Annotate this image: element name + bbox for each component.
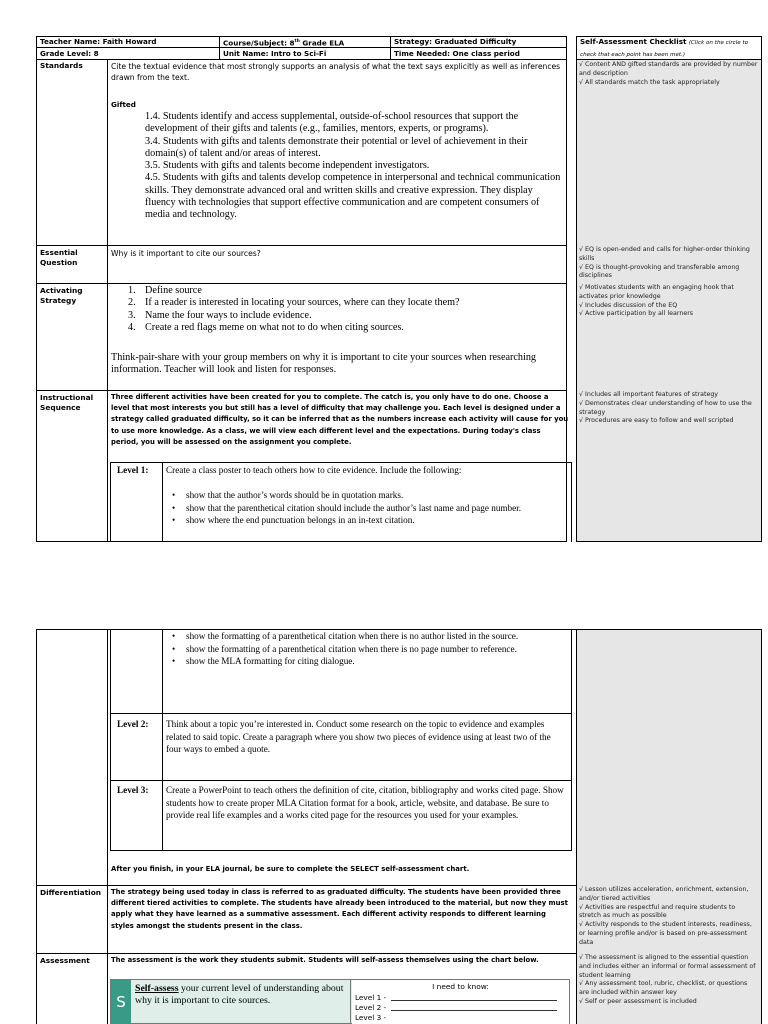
level-1-bullets-a <box>166 489 566 527</box>
level-2-text: Think about a topic you’re interested in. Conduct some research on the topic to evidence and examples related to said topic. Create a paragraph where you show two pieces of evidence using at least two of the four ways to embed a quote. <box>166 719 551 755</box>
level-line-1[interactable]: Level 1 - <box>355 993 565 1003</box>
checklist-item[interactable]: √ Content AND gifted standards are provided by number and description <box>579 61 758 77</box>
instructional-checklist <box>579 391 759 426</box>
unit-name: Unit Name: Intro to Sci-Fi <box>223 49 327 58</box>
activating-item-1: 1. Define source <box>128 285 202 296</box>
self-assess-prompt: Self-assess your current level of understanding about why it is important to cite sources. <box>135 983 344 1006</box>
activating-checklist <box>579 284 759 319</box>
checklist-item[interactable]: √ Procedures are easy to follow and well scripted <box>579 417 734 425</box>
level-3-text: Create a PowerPoint to teach others the definition of cite, citation, bibliography and works cited page. Show students how to create proper MLA Citation format for a book, article, website, and database. Be sure to provide real life examples and a works cited page for the resources you used for your examples. <box>166 785 564 821</box>
need-to-know-levels <box>355 993 565 1024</box>
think-pair-share: Think-pair-share with your group members on why it is important to cite your sources when researching information. Teacher will look and listen for responses. <box>111 352 537 376</box>
strategy: Strategy: Graduated Difficulty <box>394 37 517 46</box>
checklist-item[interactable]: √ Demonstrates clear understanding of how to use the strategy <box>579 399 752 416</box>
checklist-item[interactable]: √ Includes discussion of the EQ <box>579 301 678 309</box>
level-line-3[interactable]: Level 3 - <box>355 1013 387 1023</box>
list-item: • show where the end punctuation belongs in an in-text citation. <box>166 514 566 527</box>
instructional-intro: Three different activities have been created for you to complete. The catch is, you only have to do one. Choose a level that most interests you but still has a level of difficulty that may challenge you. Each level is designed under a strategy called graduated difficulty, so it can be inferred that as the numbers increase each activity will cause for you to use more knowledge. As a class, we will view each different level and the expectations. During today's class period, you will be assessed on the assignment you complete. <box>111 393 569 446</box>
differentiation-label: Differentiation <box>40 888 102 897</box>
checklist-item[interactable]: √ Includes all important features of strategy <box>579 391 719 398</box>
list-item: • show that the parenthetical citation should include the author’s last name and page number. <box>166 502 566 515</box>
assessment-checklist <box>579 954 759 1007</box>
essential-checklist <box>579 246 759 281</box>
gifted-standard-3-5: 3.5. Students with gifts and talents become independent investigators. <box>145 160 430 172</box>
gifted-standards <box>145 111 563 222</box>
differentiation-text: The strategy being used today in class is referred to as graduated difficulty. The students have been provided three different tiered activities to complete. The students have already been introduced to the material, but now they must apply what they have learned as a summative assessment. Each different activity responds to different learning styles amongst the students present in the class. <box>111 888 568 930</box>
checklist-item[interactable]: √ EQ is thought-provoking and transferable among disciplines <box>579 263 740 280</box>
checklist-item[interactable]: √ Active participation by all learners <box>579 310 694 318</box>
standards-checklist <box>579 61 759 87</box>
checklist-item[interactable]: √ Self or peer assessment is included <box>579 997 697 1005</box>
activating-strategy-label: Activating Strategy <box>40 286 83 305</box>
essential-question-text: Why is it important to cite our sources? <box>111 249 261 258</box>
list-item: • show the formatting of a parenthetical citation when there is no page number to reference. <box>166 643 566 656</box>
select-letter-s: S <box>111 980 131 1024</box>
essential-question-label: Essential Question <box>40 248 78 267</box>
level-1-bullets-b <box>166 630 566 668</box>
checklist-item[interactable]: √ EQ is open-ended and calls for higher-order thinking skills <box>579 246 750 262</box>
checklist-item[interactable]: √ Motivates students with an engaging hook that activates prior knowledge <box>579 284 734 300</box>
list-item: • show that the author’s words should be in quotation marks. <box>166 489 566 502</box>
checklist-item[interactable]: √ Lesson utilizes acceleration, enrichment, extension, and/or tiered activities <box>579 886 749 902</box>
after-finish-note: After you finish, in your ELA journal, be sure to complete the SELECT self-assessment chart. <box>111 865 470 873</box>
list-item: • show the formatting of a parenthetical citation when there is no author listed in the source. <box>166 630 566 643</box>
teacher-name: Teacher Name: Faith Howard <box>40 37 157 46</box>
instructional-sequence-label: Instructional Sequence <box>40 393 94 412</box>
level-1-text: Create a class poster to teach others how to cite evidence. Include the following: <box>166 465 462 475</box>
differentiation-checklist <box>579 886 759 948</box>
level-3-label: Level 3: <box>117 785 149 795</box>
activating-item-3: 3. Name the four ways to include evidence. <box>128 309 312 321</box>
course-subject: Course/Subject: 8th Grade ELA <box>223 38 345 48</box>
activating-item-2: 2. If a reader is interested in locating your sources, where can they locate them? <box>128 297 460 309</box>
grade-level: Grade Level: 8 <box>40 49 99 58</box>
activating-item-4: 4. Create a red flags meme on what not to do when citing sources. <box>128 321 404 333</box>
need-to-know-title: I need to know: <box>432 982 489 991</box>
level-1-label: Level 1: <box>117 465 149 475</box>
gifted-standard-4-5: 4.5. Students with gifts and talents develop competence in interpersonal and technical communication skills. They demonstrate advanced oral and written skills and creative expression. They display fluency with technologies that support effective communication and are competent consumers of media and technology. <box>145 172 561 221</box>
gifted-standard-1-4: 1.4. Students identify and access supplemental, outside-of-school resources that support the development of their gifts and talents (e.g., families, mentors, experts, or programs). <box>145 111 519 135</box>
level-2-label: Level 2: <box>117 719 149 729</box>
gifted-standard-3-4: 3.4. Students with gifts and talents demonstrate their potential or level of achievement in their domain(s) of talent and/or areas of interest. <box>145 135 528 159</box>
assessment-label: Assessment <box>40 956 90 965</box>
checklist-item[interactable]: √ The assessment is aligned to the essential question and includes either an informal or formal assessment of student learning <box>579 954 756 979</box>
standards-label: Standards <box>40 61 83 70</box>
assessment-text: The assessment is the work they students submit. Students will self-assess themselves using the chart below. <box>111 956 539 964</box>
gifted-label: Gifted <box>111 100 136 109</box>
time-needed: Time Needed: One class period <box>394 49 520 58</box>
activating-list <box>128 285 558 334</box>
checklist-item[interactable]: √ Activities are respectful and require students to stretch as much as possible <box>579 903 736 920</box>
level-line-2[interactable]: Level 2 - <box>355 1003 565 1013</box>
list-item: • show the MLA formatting for citing dialogue. <box>166 655 566 668</box>
checklist-item[interactable]: √ Activity responds to the student interests, readiness, or learning profile and/or is based on pre-assessment data <box>579 921 752 946</box>
checklist-item[interactable]: √ Any assessment tool, rubric, checklist, or questions are included within answer key <box>579 980 748 997</box>
standards-text: Cite the textual evidence that most strongly supports an analysis of what the text says explicitly as well as inferences drawn from the text. <box>111 62 561 82</box>
checklist-title: Self-Assessment Checklist (Click on the circle to check that each point has been met.) <box>580 37 749 58</box>
checklist-item[interactable]: √ All standards match the task appropriately <box>579 78 720 86</box>
